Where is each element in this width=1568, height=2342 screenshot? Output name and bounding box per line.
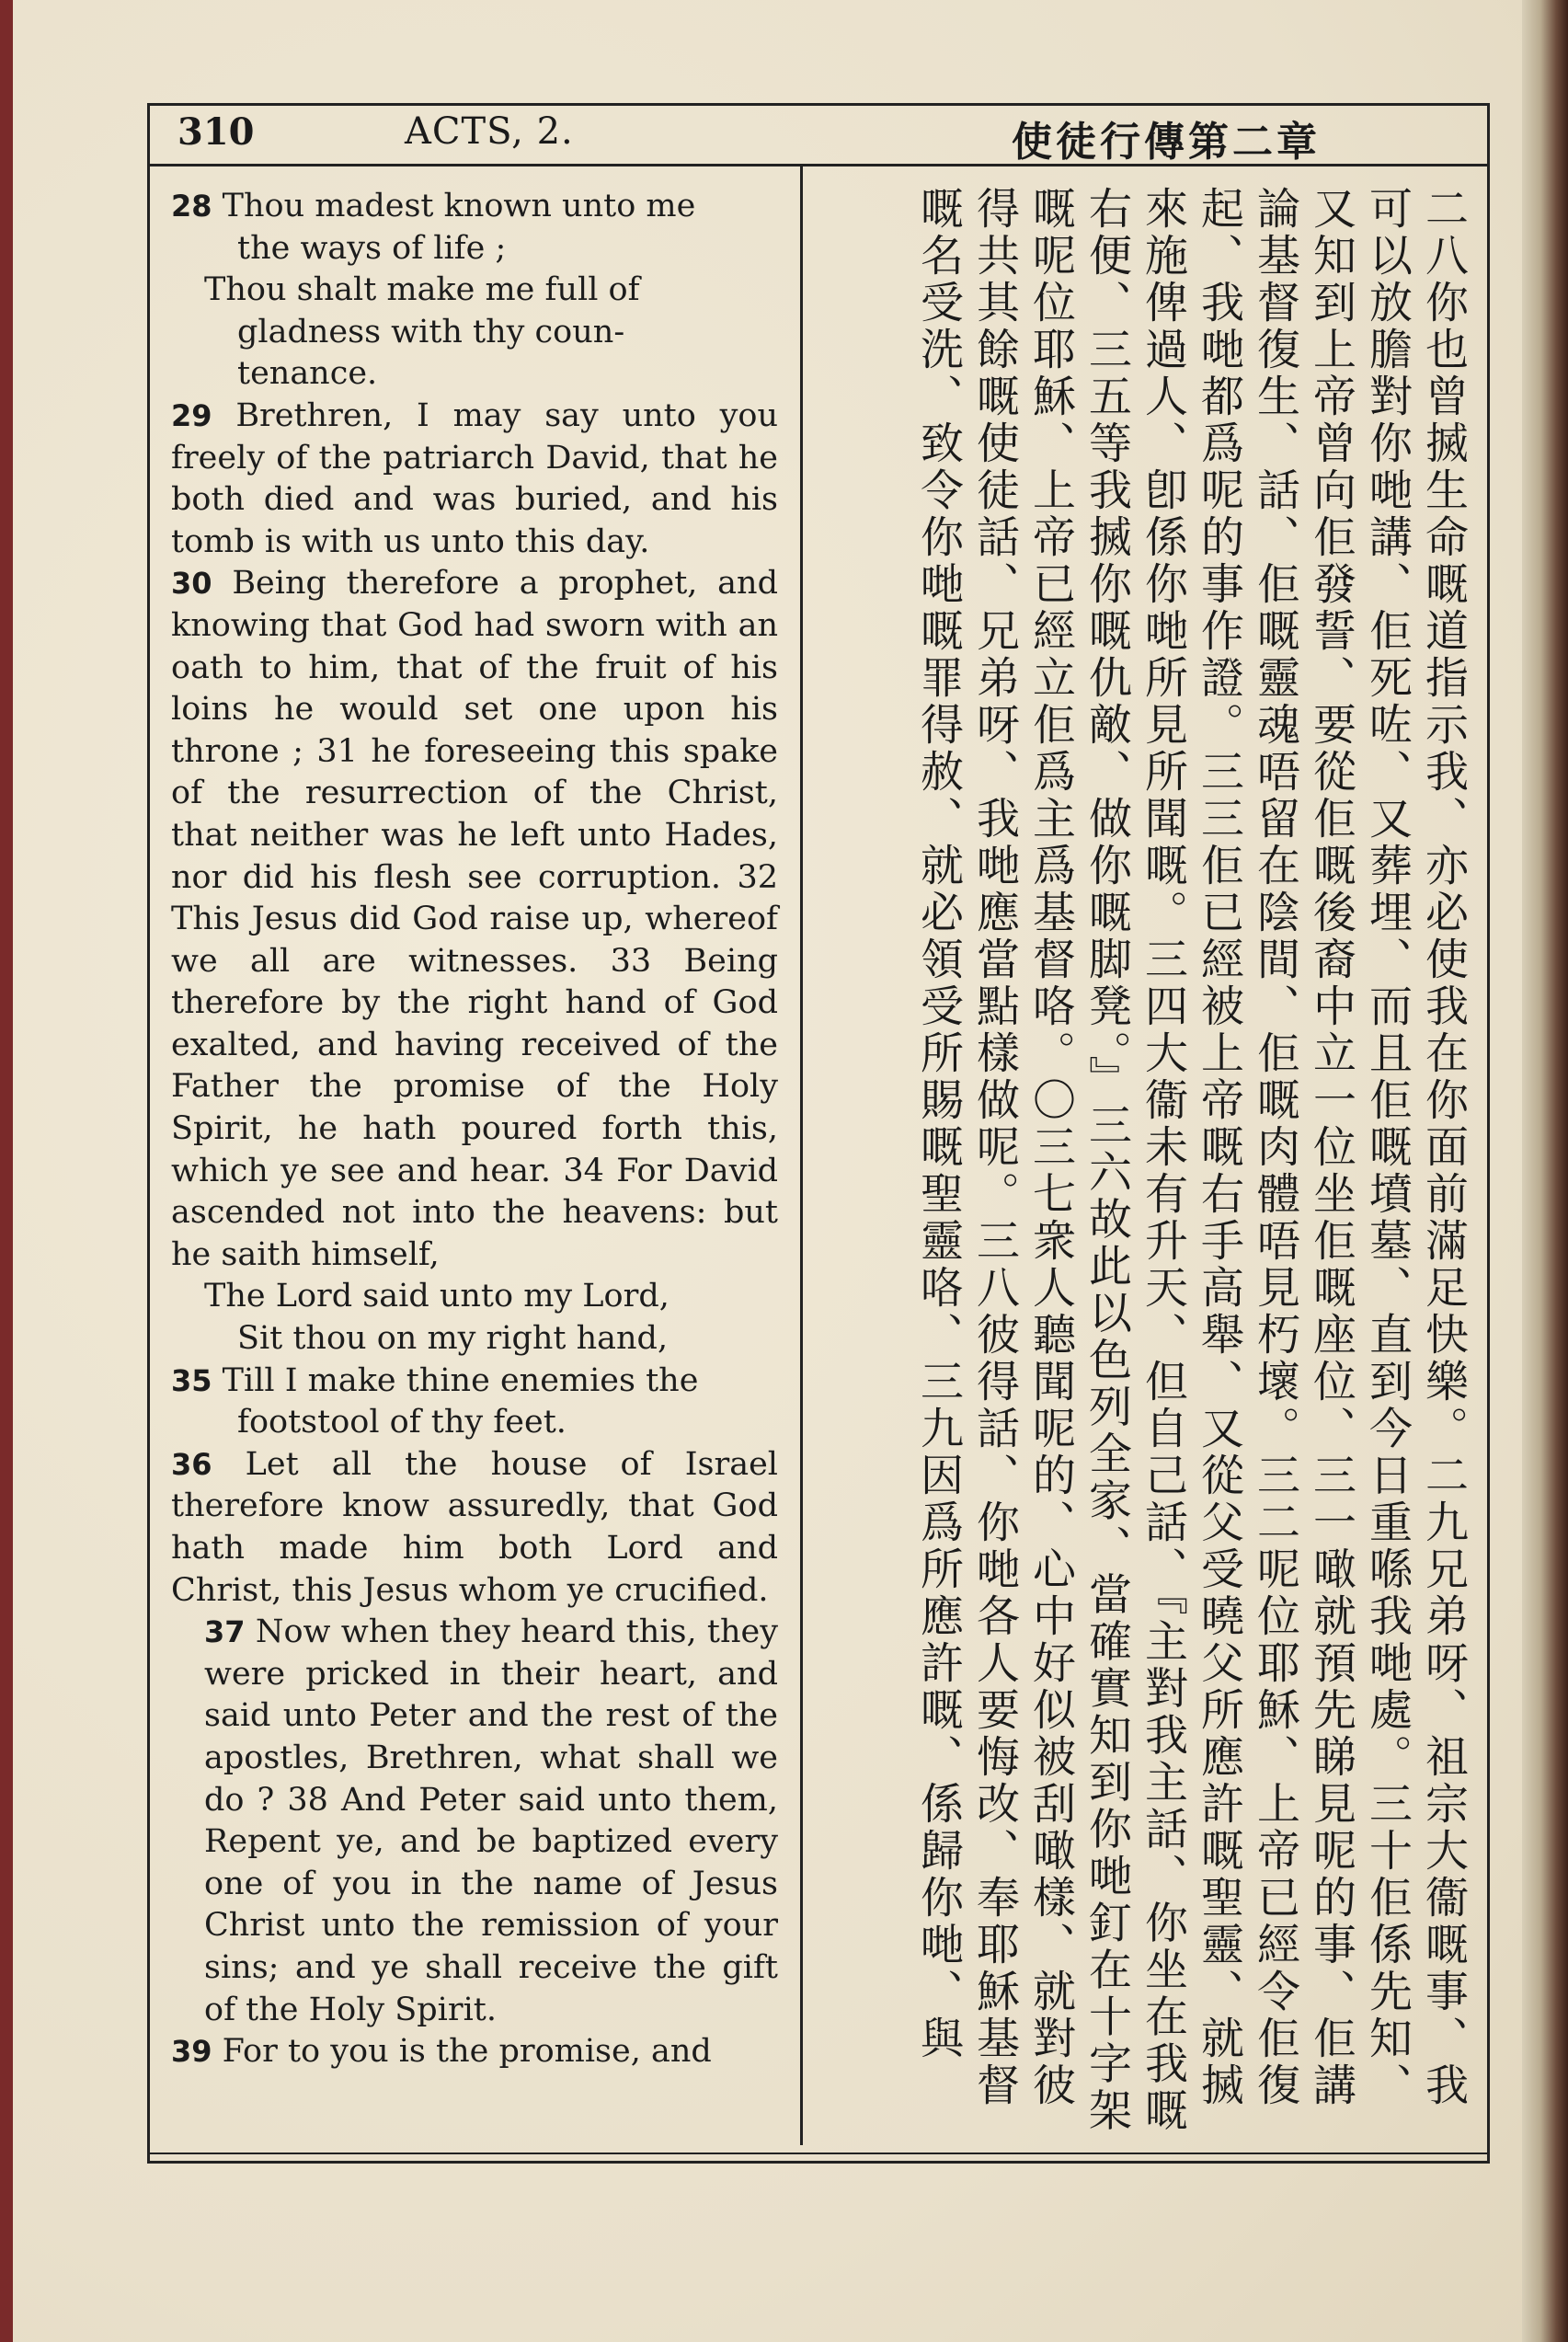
- verse-paragraph: [171, 270, 778, 312]
- verse-paragraph: [171, 1360, 778, 1403]
- verse-text: Let all the house of Israel therefore know assuredly, that God hath made him both Lord and Christ, this Jesus whom ye crucified.: [171, 1445, 778, 1609]
- verse-paragraph: [171, 1402, 778, 1444]
- verse-paragraph: [171, 1444, 778, 1612]
- verse-number: 37: [204, 1614, 246, 1650]
- verse-paragraph: [171, 1318, 778, 1360]
- chinese-running-title: 使徒行傳第二章: [1012, 119, 1321, 166]
- verse-paragraph: [171, 1612, 778, 2031]
- chinese-text-line: 架嘅呢位耶穌、上帝已經立佢爲主爲基督咯。〇三七衆人聽聞呢的、心中好似被刮噉樣、就對彼得共其餘嘅使徒話、兄弟呀、我: [969, 186, 1132, 2135]
- chinese-text-line: 許嘅、係歸你哋、與: [913, 1640, 964, 2062]
- verse-text: The Lord said unto my Lord,: [204, 1278, 670, 1315]
- verse-paragraph: [171, 228, 778, 270]
- verse-paragraph: [171, 2031, 778, 2073]
- chinese-text-line: 二八你也曾搣生命嘅道指示我、亦必使我在你面前滿足快樂。二九兄弟呀、祖宗大衞嘅事、我可以放膽對你哋講、佢死咗、又葬埋、: [1362, 186, 1469, 2109]
- book-fore-edge: [1522, 0, 1568, 2342]
- running-title: ACTS, 2.: [405, 110, 574, 153]
- page-spine-edge: [0, 0, 13, 2342]
- verse-text: Now when they heard this, they were pricked in their heart, and said unto Peter and the rest of the apostles, Brethren, what shall we do ? 38 And Peter said unto them, Repent ye, and be baptized every one of you in the name of Jesus Christ unto the remission of your sins; and ye shall receive the gift of the Holy Spirit.: [204, 1613, 778, 2028]
- verse-text: Sit thou on my right hand,: [237, 1320, 669, 1358]
- chinese-text-line: 事作證。三三佢已經被上帝嘅右手高舉、又從父受曉父所應許嘅聖靈、就搣來施俾過人、卽係你哋所見所聞嘅。三四大衞未有升天、: [1138, 186, 1244, 2109]
- verse-text: tenance.: [237, 355, 378, 393]
- chinese-column: [823, 186, 1471, 2145]
- verse-paragraph: [171, 186, 778, 228]
- verse-text: For to you is the promise, and: [212, 2033, 712, 2071]
- verse-text: the ways of life ;: [237, 229, 507, 267]
- verse-text: footstool of thy feet.: [237, 1404, 567, 1441]
- verse-text: Being therefore a prophet, and knowing that God had sworn with an oath to him, that of the fruit of his loins he would set one upon his throne ; 31 he foreseeing this spake of the resurrection of the Christ, that neither was he left unto Hades, nor did his flesh see corruption. 32 This Jesus did God raise up, whereof we all are witnesses. 33 Being therefore by the right hand of God exalted, and having received of the Father the promise of the Holy Spirit, he hath poured forth this, which ye see and hear. 34 For David ascended not into the heavens: but he saith himself,: [171, 565, 778, 1273]
- verse-text: gladness with thy coun-: [237, 313, 625, 350]
- verse-text: Thou madest known unto me: [212, 188, 696, 224]
- verse-number: 28: [171, 189, 212, 224]
- chinese-text-line: 哋應當點樣做呢。三八彼得話、你哋各人要悔改、奉耶穌基督嘅名受洗、致令你哋嘅罪得赦、就必領受所賜嘅聖靈咯、三九因爲所應: [913, 186, 1020, 2109]
- verse-number: 35: [171, 1362, 212, 1398]
- verse-number: 36: [171, 1446, 212, 1482]
- verse-paragraph: [171, 563, 778, 1276]
- chinese-text-line: 但自己話、『主對我主話、你坐在我嘅右便、三五等我搣你嘅仇敵、做你嘅脚凳。』三六故此以色列全家、當確實知到你哋釘在十字: [1082, 186, 1188, 2135]
- verse-number: 30: [171, 566, 212, 602]
- english-column: [171, 186, 778, 2073]
- column-divider: [800, 166, 803, 2145]
- verse-paragraph: [171, 312, 778, 354]
- verse-text: Till I make thine enemies the: [212, 1361, 699, 1399]
- chinese-text-line: 而且佢嘅墳墓、直到今日重喺我哋處。三十佢係先知、又知到上帝曾向佢發誓、要從佢嘅後裔中立一位坐佢嘅座位、三一噉就預先: [1306, 186, 1413, 2109]
- verse-paragraph: [171, 353, 778, 396]
- verse-text: Brethren, I may say unto you freely of the patriarch David, that he both died and was buried, and his tomb is with us unto this day.: [171, 396, 778, 560]
- verse-number: 29: [171, 397, 212, 433]
- footer-rule: [147, 2153, 1490, 2154]
- verse-paragraph: [171, 1276, 778, 1318]
- verse-number: 39: [171, 2034, 212, 2070]
- chinese-text-line: 睇見呢的事、佢講論基督復生、話、佢嘅靈魂唔留在陰間、佢嘅肉體唔見朽壞。三二呢位耶穌、上帝已經令佢復起、我哋都爲呢的: [1194, 186, 1356, 2109]
- verse-text: Thou shalt make me full of: [204, 271, 640, 309]
- page-number: 310: [177, 110, 255, 154]
- verse-paragraph: [171, 396, 778, 563]
